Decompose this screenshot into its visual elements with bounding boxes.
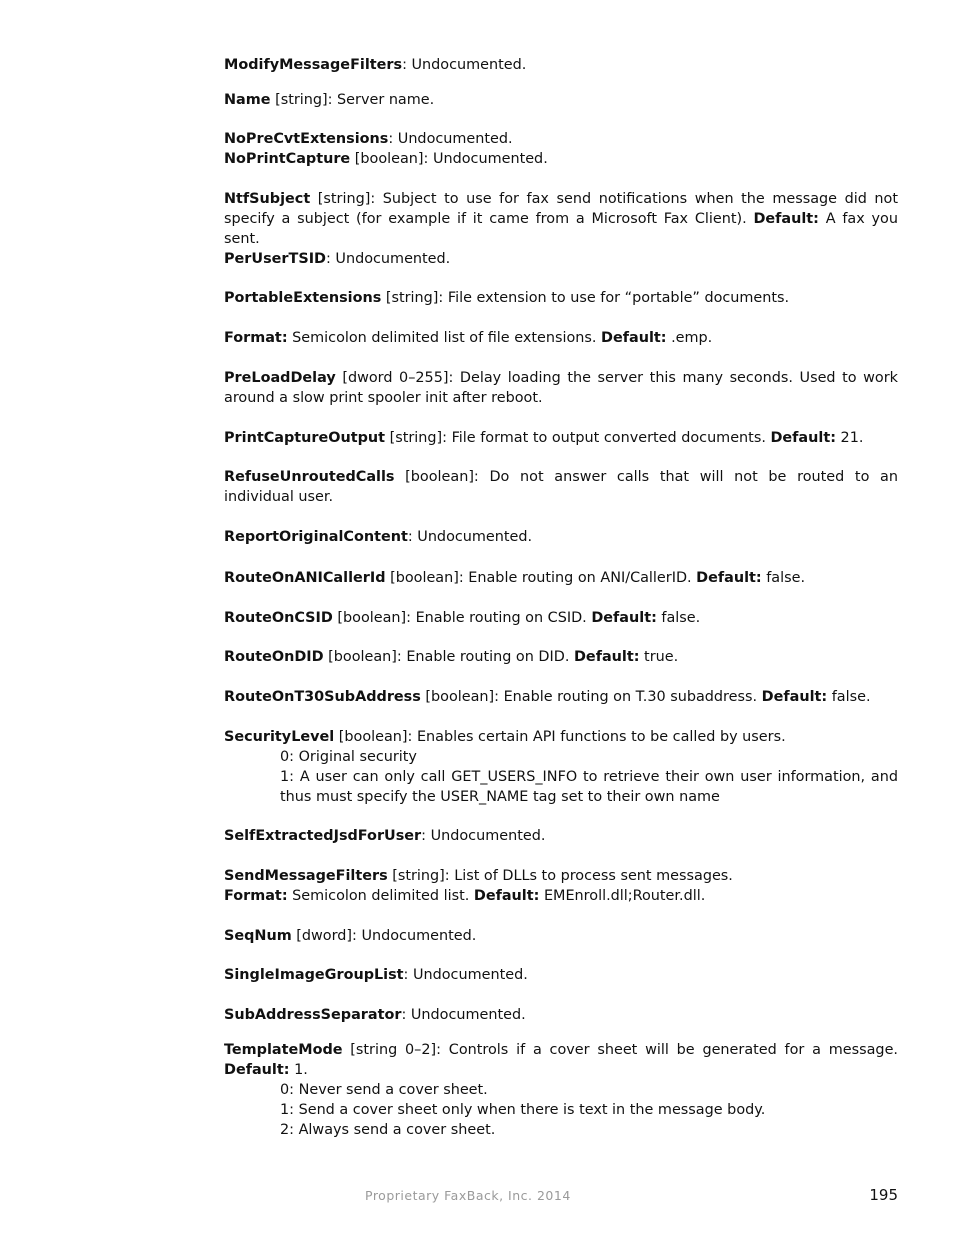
entry-key: ReportOriginalContent — [224, 529, 408, 545]
default-label: Default: — [601, 330, 667, 346]
entry-text: : Undocumented. — [402, 57, 527, 73]
entry-ntfsubject — [224, 189, 898, 249]
entry-noprecvtextensions — [224, 129, 898, 149]
entry-text: : Undocumented. — [401, 1007, 526, 1023]
list-item: 0: Original security — [280, 749, 417, 765]
list-item: 1: A user can only call GET_USERS_INFO to retrieve their own user information, and thus must specify the USER_NAME tag set to their own name — [280, 769, 898, 805]
entry-seqnum — [224, 926, 898, 946]
default-value: 1. — [289, 1062, 308, 1078]
entry-key: Format: — [224, 888, 288, 904]
entry-key: PerUserTSID — [224, 251, 326, 267]
entry-perusertsid — [224, 249, 898, 269]
entry-selfextractedjsdforuser — [224, 826, 898, 846]
default-value: false. — [761, 570, 806, 586]
entry-routeoncsid — [224, 608, 898, 628]
default-label: Default: — [224, 1062, 290, 1078]
entry-text: : Undocumented. — [407, 529, 533, 545]
entry-text: [string]: List of DLLs to process sent messages. — [387, 868, 733, 884]
entry-name — [224, 90, 898, 110]
entry-key: Name — [224, 92, 271, 108]
default-value: .emp. — [666, 330, 713, 346]
default-value: true. — [639, 649, 679, 665]
entry-key: NoPreCvtExtensions — [224, 131, 389, 147]
entry-key: SingleImageGroupList — [224, 967, 404, 983]
entry-text: [string]: Subject to use for fax send notifications when the message did not specify a subject (for example if it came from a Microsoft Fax Client). — [224, 191, 898, 227]
entry-key: NtfSubject — [224, 191, 311, 207]
entry-text: : Undocumented. — [388, 131, 513, 147]
entry-text: [boolean]: Enable routing on T.30 subaddress. — [420, 689, 762, 705]
entry-subaddressseparator — [224, 1005, 898, 1025]
entry-key: RouteOnCSID — [224, 610, 333, 626]
default-label: Default: — [591, 610, 657, 626]
entry-key: SelfExtractedJsdForUser — [224, 828, 422, 844]
default-label: Default: — [573, 649, 640, 665]
entry-noprintcapture — [224, 149, 898, 169]
entry-key: NoPrintCapture — [224, 151, 351, 167]
entry-key: RouteOnDID — [224, 649, 324, 665]
entry-routeonanicallerid — [224, 568, 898, 588]
default-value: 21. — [835, 430, 864, 446]
entry-key: SecurityLevel — [224, 729, 335, 745]
entry-singleimagegrouplist — [224, 965, 898, 985]
default-value: false. — [656, 610, 701, 626]
entry-text: [boolean]: Enable routing on CSID. — [332, 610, 592, 626]
list-item: 0: Never send a cover sheet. — [280, 1082, 488, 1098]
default-label: Default: — [761, 689, 828, 705]
entry-key: RefuseUnroutedCalls — [224, 469, 395, 485]
entry-key: RouteOnANICallerId — [224, 570, 386, 586]
default-value: EMEnroll.dll;Router.dll. — [539, 888, 706, 904]
entry-text: : Undocumented. — [421, 828, 546, 844]
entry-preloaddelay — [224, 368, 898, 408]
entry-text: [string 0–2]: Controls if a cover sheet will be generated for a message. — [342, 1042, 898, 1058]
entry-text: [boolean]: Enable routing on ANI/CallerID. — [385, 570, 697, 586]
page-number: 195 — [869, 1186, 898, 1204]
entry-portable-format — [224, 328, 898, 348]
entry-templatemode — [224, 1040, 898, 1080]
entry-key: Format: — [224, 330, 288, 346]
entry-sendmessage-format — [224, 886, 898, 906]
entry-reportoriginalcontent — [224, 527, 898, 547]
entry-text: [boolean]: Enables certain API functions to be called by users. — [334, 729, 786, 745]
entry-text: Semicolon delimited list of file extensions. — [287, 330, 602, 346]
default-label: Default: — [473, 888, 540, 904]
default-value: A fax you sent. — [224, 211, 898, 247]
entry-refuseunroutedcalls — [224, 467, 898, 507]
entry-text: [boolean]: Undocumented. — [350, 151, 548, 167]
entry-portableextensions — [224, 288, 898, 308]
entry-key: ModifyMessageFilters — [224, 57, 403, 73]
list-item: 2: Always send a cover sheet. — [280, 1122, 496, 1138]
entry-key: RouteOnT30SubAddress — [224, 689, 421, 705]
entry-key: PrintCaptureOutput — [224, 430, 386, 446]
entry-text: Semicolon delimited list. — [287, 888, 474, 904]
entry-sendmessagefilters — [224, 866, 898, 886]
entry-key: SendMessageFilters — [224, 868, 388, 884]
entry-text: [string]: Server name. — [270, 92, 435, 108]
entry-text: [dword]: Undocumented. — [291, 928, 477, 944]
default-label: Default: — [770, 430, 836, 446]
entry-key: SeqNum — [224, 928, 292, 944]
default-label: Default: — [696, 570, 762, 586]
entry-text: [boolean]: Enable routing on DID. — [323, 649, 574, 665]
entry-text: : Undocumented. — [403, 967, 528, 983]
footer-copyright: Proprietary FaxBack, Inc. 2014 — [365, 1188, 571, 1203]
entry-text: [boolean]: Do not answer calls that will not be routed to an individual user. — [224, 469, 898, 505]
default-label: Default: — [753, 211, 819, 227]
list-item: 1: Send a cover sheet only when there is text in the message body. — [280, 1102, 766, 1118]
entry-routeondid — [224, 647, 898, 667]
entry-key: TemplateMode — [224, 1042, 343, 1058]
entry-modifymessagefilters — [224, 55, 898, 75]
default-value: false. — [827, 689, 871, 705]
entry-text: [string]: File extension to use for “portable” documents. — [381, 290, 790, 306]
entry-routeont30subaddress — [224, 687, 898, 707]
entry-text: : Undocumented. — [326, 251, 451, 267]
entry-text: [dword 0–255]: Delay loading the server this many seconds. Used to work around a slow print spooler init after reboot. — [224, 370, 898, 406]
entry-printcaptureoutput — [224, 428, 898, 448]
entry-text: [string]: File format to output converted documents. — [385, 430, 771, 446]
entry-securitylevel — [224, 727, 898, 747]
entry-key: PortableExtensions — [224, 290, 382, 306]
entry-key: PreLoadDelay — [224, 370, 336, 386]
entry-key: SubAddressSeparator — [224, 1007, 402, 1023]
